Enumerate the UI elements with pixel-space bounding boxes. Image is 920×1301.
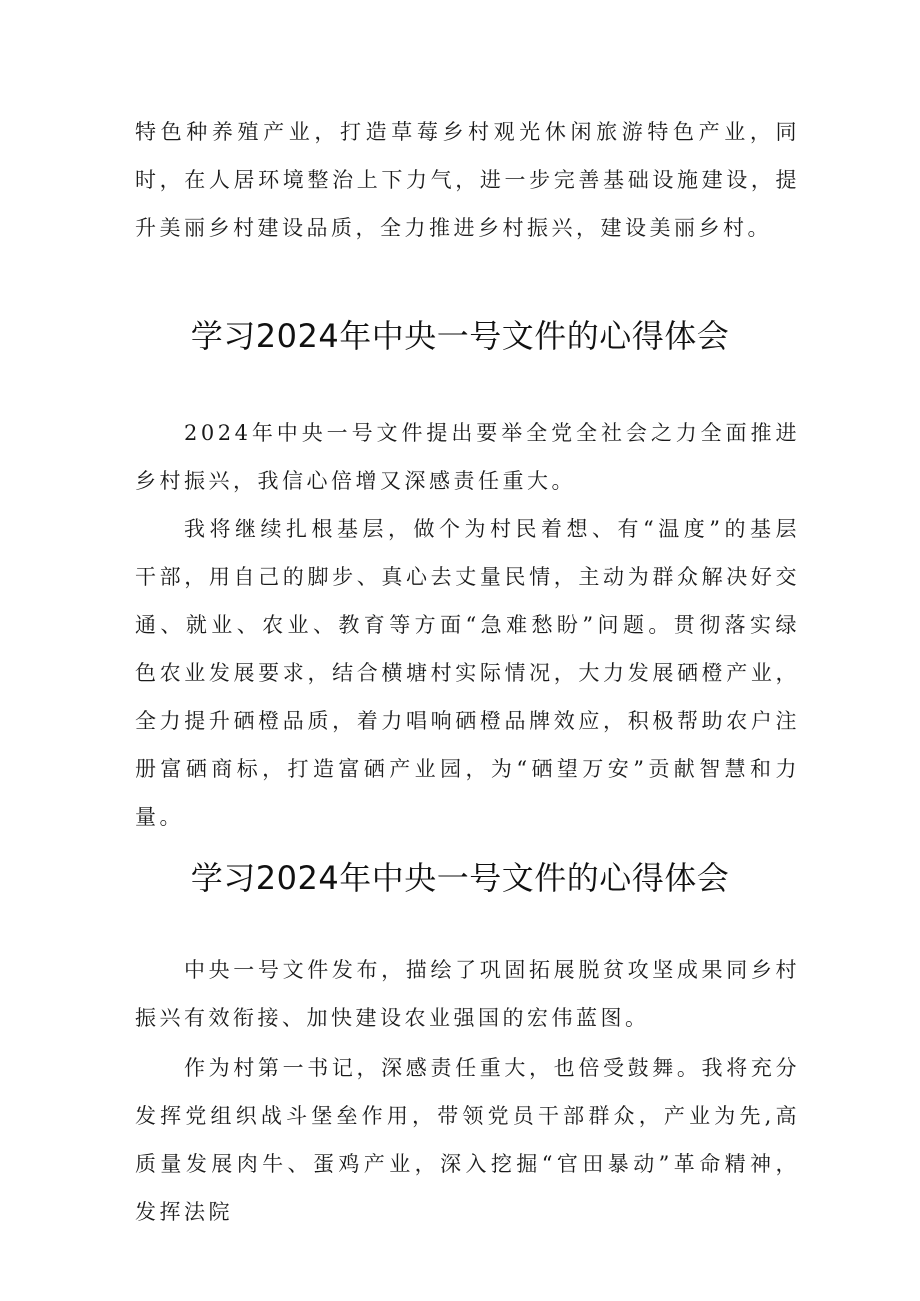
section-1-paragraph-1: 2024年中央一号文件提出要举全党全社会之力全面推进乡村振兴，我信心倍增又深感责任重大。	[135, 421, 800, 493]
section-2-paragraph-1: 中央一号文件发布，描绘了巩固拓展脱贫攻坚成果同乡村振兴有效衔接、加快建设农业强国的宏伟蓝图。	[135, 958, 800, 1030]
section-1-paragraph-2: 我将继续扎根基层，做个为村民着想、有“温度”的基层干部，用自己的脚步、真心去丈量民情，主动为群众解决好交通、就业、农业、教育等方面“急难愁盼”问题。贯彻落实绿色农业发展要求，结合横塘村实际情况，大力发展硒橙产业，全力提升硒橙品质，着力唱响硒橙品牌效应，积极帮助农户注册富硒商标，打造富硒产业园，为“硒望万安”贡献智慧和力量。	[135, 517, 800, 829]
section-1-title: 学习2024年中央一号文件的心得体会	[190, 317, 730, 355]
section-2-title: 学习2024年中央一号文件的心得体会	[190, 859, 730, 897]
continued-paragraph: 特色种养殖产业，打造草莓乡村观光休闲旅游特色产业，同时，在人居环境整治上下力气，进一步完善基础设施建设，提升美丽乡村建设品质，全力推进乡村振兴，建设美丽乡村。	[135, 120, 800, 240]
section-2-paragraph-2: 作为村第一书记，深感责任重大，也倍受鼓舞。我将充分发挥党组织战斗堡垒作用，带领党员干部群众，产业为先,高质量发展肉牛、蛋鸡产业，深入挖掘“官田暴动”革命精神，发挥法院	[135, 1056, 800, 1224]
